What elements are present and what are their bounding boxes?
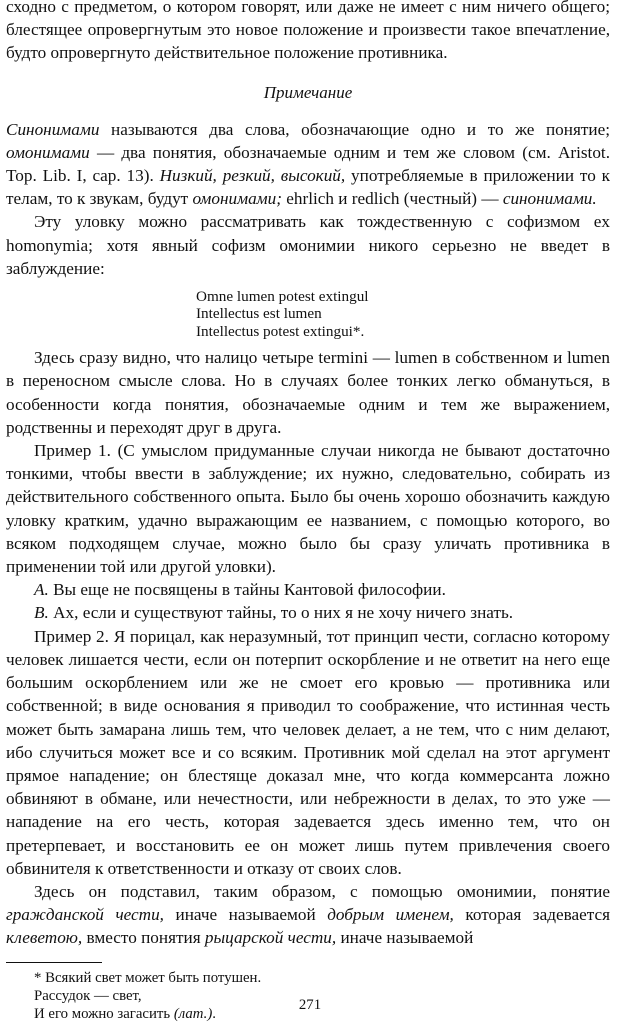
term-homonyms: омонимами: [6, 142, 90, 162]
latin-line: Intellectus est lumen: [196, 305, 322, 323]
latin-line: Omne lumen potest extingul: [196, 288, 369, 306]
footnote: [34, 969, 610, 1023]
trick-paragraph: Эту уловку можно рассматривать как тождественную с софизмом ex homonymia; хотя явный софизм омонимии никого серьезно не введет в заблуждение:: [6, 212, 610, 278]
latin-syllogism: [196, 288, 610, 340]
dialog-a: А. Вы еще не посвящены в тайны Кантовой философии.: [34, 580, 446, 600]
latin-line: Intellectus potest extingui*.: [196, 322, 365, 340]
page-number: 271: [298, 997, 322, 1013]
footnote-divider: [6, 962, 102, 963]
footnote-line: Рассудок — свет,: [34, 987, 142, 1004]
example-2-paragraph: Пример 2. Я порицал, как неразумный, тот принцип чести, согласно которому человек лишается чести, если он потерпит оскорбление и не ответит на него еще большим оскорблением или же не смоет его кровью — противника или собственной; в виде основания я приводил то соображение, что истинная честь может быть замарана лишь тем, что человек делает, а не тем, что с ним делают, ибо случиться может все и со всяким. Противник мой сделал на этот аргумент прямое нападение; он блестяще доказал мне, что когда коммерсанта ложно обвиняют в обмане, или нечестности, или небрежности в делах, то это уже — нападение на его честь, которая задевается здесь именно тем, что он претерпевает, и восстановить ее он может лишь путем привлечения своего обвинителя к ответственности и отказу от своих слов.: [6, 626, 610, 878]
term-synonyms: Синонимами: [6, 119, 100, 139]
example-1-paragraph: Пример 1. (С умыслом придуманные случаи никогда не бывают достаточно тонкими, чтобы ввести в заблуждение; их нужно, следовательно, собирать из действительного собственного опыта. Было бы очень хорошо обозначить каждую уловку кратким, удачно выражающим ее названием, с помощью которого, во всяком подходящем случае, можно было бы сразу уличать противника в применении той или другой уловки).: [6, 441, 610, 577]
final-paragraph: Здесь он подставил, таким образом, с помощью омонимии, понятие гражданской чести, иначе называемой добрым именем, которая задевается клеветою, вместо понятия рыцарской чести, иначе называемой: [6, 881, 610, 948]
section-title: Примечание: [263, 82, 353, 102]
opening-paragraph: сходно с предметом, о котором говорят, или даже не имеет с ним ничего общего; блестящее опровергнутым это новое положение и произвести такое впечатление, будто опровергнуто действительное положение противника.: [6, 0, 610, 63]
term-adjectives: Низкий, резкий, высокий,: [159, 166, 346, 186]
dialog-b: В. Ах, если и существуют тайны, то о них я не хочу ничего знать.: [34, 603, 514, 623]
footnote-line: * Всякий свет может быть потушен.: [34, 969, 262, 986]
termini-paragraph: Здесь сразу видно, что налицо четыре termini — lumen в собственном и lumen в переносном смысле слова. Но в случаях более тонких легко обмануться, в особенности когда понятия, обозначаемые одним и тем же выражением, родственны и переходят друг в друга.: [6, 348, 610, 437]
footnote-line: И его можно загасить (лат.).: [34, 1005, 216, 1022]
note-paragraph: Синонимами называются два слова, обозначающие одно и то же понятие; омонимами — два понятия, обозначаемые одним и тем же словом (см. Aristot. Top. Lib. I, cap. 13). Низкий, резкий, высокий, употребляемые в приложении то к телам, то к звукам, будут омонимами; ehrlich и redlich (честный) — синонимами.: [6, 119, 611, 209]
